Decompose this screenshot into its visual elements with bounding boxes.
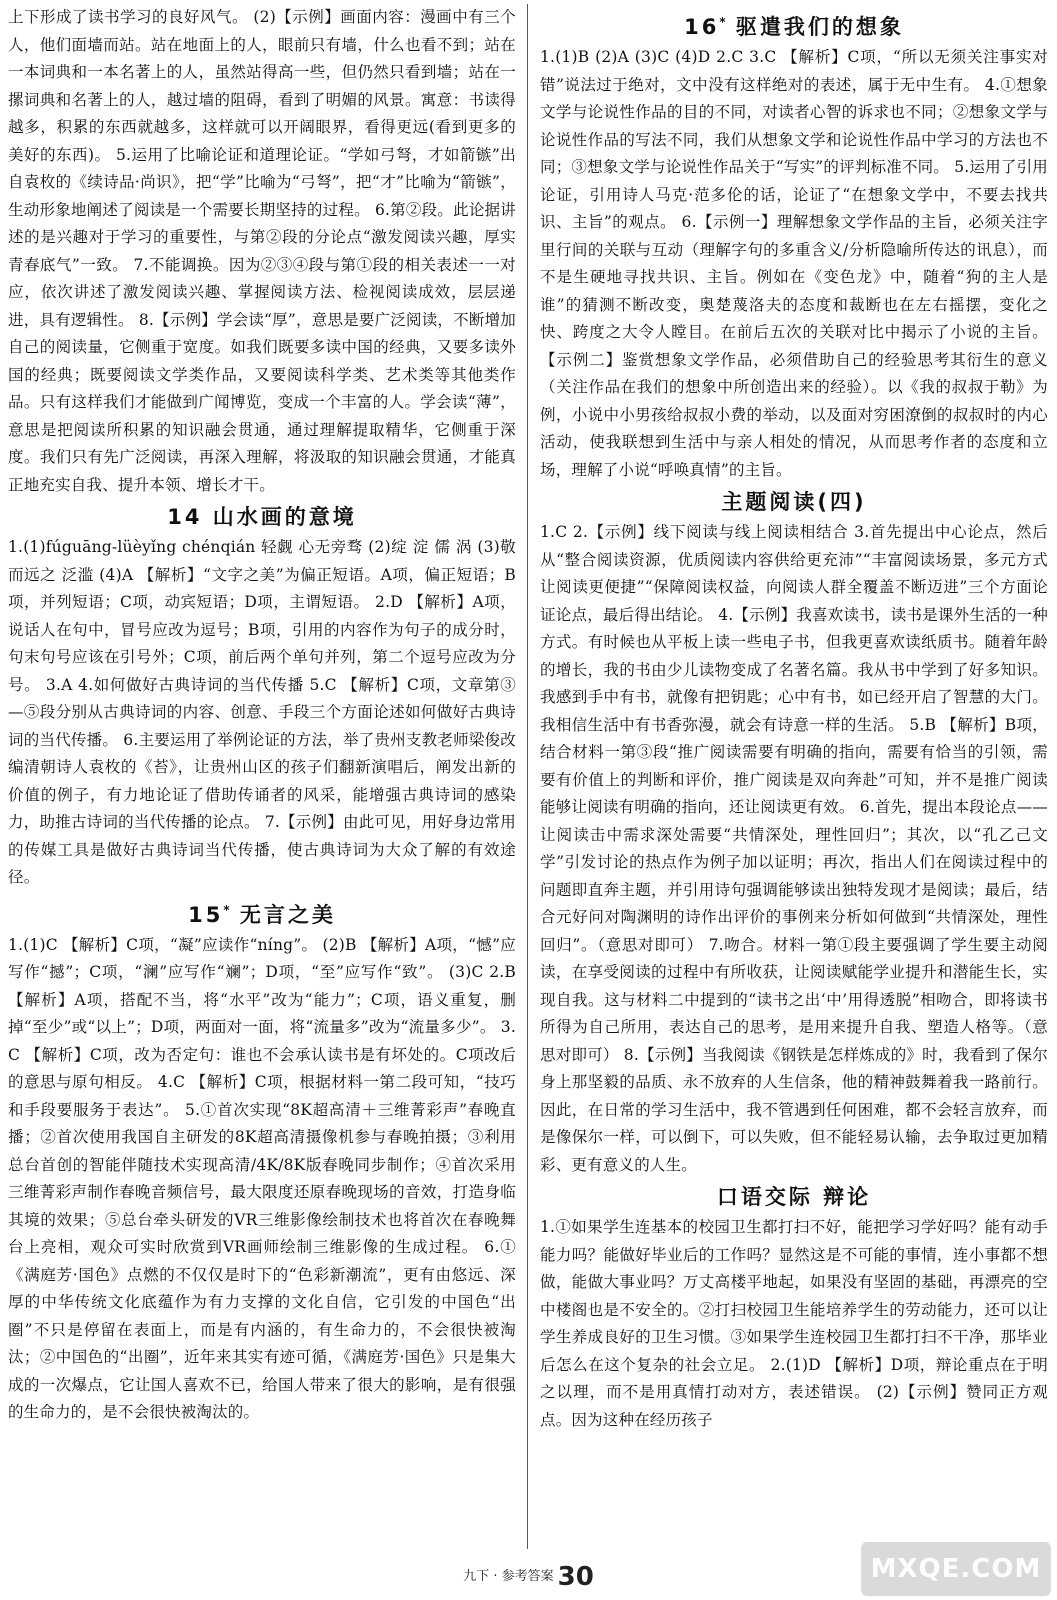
lesson-14-title: 山水画的意境 bbox=[212, 505, 357, 529]
lesson-14-number: 14 bbox=[167, 505, 203, 529]
lesson-16-title: 驱遣我们的想象 bbox=[735, 15, 904, 39]
left-column bbox=[8, 4, 516, 1552]
lesson-13-answers-tail: 上下形成了读书学习的良好风气。 (2)【示例】画面内容：漫画中有三个人，他们面墙而站。站在地面上的人，眼前只有墙，什么也看不到；站在一本词典和一本名著上的人，虽然站得高一些，但仍然只看到墙；站在一摞词典和名著上的人，越过墙的阻碍，看到了明媚的风景。寓意：书读得越多，积累的东西就越多，这样就可以开阔眼界，看得更远(看到更多的美好的东西)。 5.运用了比喻论证和道理论证。“学如弓弩，才如箭镞”出自袁枚的《续诗品·尚识》，把“学”比喻为“弓弩”，把“才”比喻为“箭镞”，生动形象地阐述了阅读是一个需要长期坚持的过程。 6.第②段。此论据讲述的是兴趣对于学习的重要性，与第②段的分论点“激发阅读兴趣，厚实青春底气”一致。 7.不能调换。因为②③④段与第①段的相关表述一一对应，依次讲述了激发阅读兴趣、掌握阅读方法、检视阅读成效，层层递进，具有逻辑性。 8.【示例】学会读“厚”，意思是要广泛阅读，不断增加自己的阅读量，它侧重于宽度。如我们既要多读中国的经典，又要多读外国的经典；既要阅读文学类作品，又要阅读科学类、艺术类等其他类作品。只有这样我们才能做到广闻博览，变成一个丰富的人。学会读“薄”，意思是把阅读所积累的知识融会贯通，通过理解提取精华，它侧重于深度。我们只有先广泛阅读，再深入理解，将汲取的知识融会贯通，才能真正地充实自我、提升本领、增长才干。 bbox=[8, 8, 516, 494]
lesson-15-number: 15 bbox=[188, 902, 224, 927]
oral-communication-answers: 1.①如果学生连基本的校园卫生都打扫不好，能把学习学好吗？能有动手能力吗？能做好毕业后的工作吗？显然这是不可能的事情，连小事都不想做，能做大事业吗？万丈高楼平地起，如果没有坚固的基础，再漂亮的空中楼阁也是不安全的。②打扫校园卫生能培养学生的劳动能力，还可以让学生养成良好的卫生习惯。③如果学生连校园卫生都打扫不干净，那毕业后怎么在这个复杂的社会立足。 2.(1)D 【解析】D项，辩论重点在于明之以理，而不是用真情打动对方，表述错误。 (2)【示例】赞同正方观点。因为这种在经历孩子 bbox=[540, 1218, 1048, 1429]
footer-label: 九下 · 参考答案 bbox=[463, 1569, 554, 1584]
lesson-15-heading bbox=[8, 895, 516, 930]
lesson-14-heading bbox=[8, 502, 516, 532]
topic-reading-answers: 1.C 2.【示例】线下阅读与线上阅读相结合 3.首先提出中心论点，然后从“整合阅读资源，优质阅读内容供给更充沛”“丰富阅读场景，多元方式让阅读更便捷”“保障阅读权益，向阅读人群全覆盖不断迈进”三个方面论证论点，最后得出结论。 4.【示例】我喜欢读书，读书是课外生活的一种方式。有时候也从平板上读一些电子书，但我更喜欢读纸质书。随着年龄的增长，我的书由少儿读物变成了名著名篇。我从书中学到了好多知识。我感到手中有书，就像有把钥匙；心中有书，如已经开启了智慧的大门。我相信生活中有书香弥漫，就会有诗意一样的生活。 5.B 【解析】B项，结合材料一第③段“推广阅读需要有明确的指向，需要有恰当的引领，需要有价值上的判断和评价，推广阅读是双向奔赴”可知，并不是推广阅读能够让阅读有明确的指向，还让阅读更有效。 6.首先，提出本段论点——让阅读击中需求深处需要“共情深处，理性回归”；其次，以“孔乙己文学”引发讨论的热点作为例子加以证明；再次，指出人们在阅读过程中的问题即直奔主题，并引用诗句强调能够读出独特发现才是阅读；最后，结合元好问对陶渊明的诗作出评价的事例来分析如何做到“共情深处，理性回归”。（意思对即可） 7.吻合。材料一第①段主要强调了学生要主动阅读，在享受阅读的过程中有所收获，让阅读赋能学业提升和潜能生长，实现自我。这与材料二中提到的“读书之出‘中’用得透脱”相吻合，即将读书所得为自己所用，表达自己的思考，是用来提升自我、塑造人格等。（意思对即可） 8.【示例】当我阅读《钢铁是怎样炼成的》时，我看到了保尔身上那坚毅的品质、永不放弃的人生信条，他的精神鼓舞着我一路前行。因此，在日常的学习生活中，我不管遇到任何困难，都不会轻言放弃，而是像保尔一样，可以倒下，可以失败，但不能轻易认输，去争取过更加精彩、更有意义的人生。 bbox=[540, 523, 1048, 1174]
watermark-logo: MXQE.COM bbox=[861, 1542, 1051, 1596]
lesson-15-answers: 1.(1)C 【解析】C项，“凝”应读作“níng”。 (2)B 【解析】A项，“憾”应写作“撼”；C项，“澜”应写作“斓”；D项，“至”应写作“致”。 (3)C 2.B 【解析】A项，搭配不当，将“水平”改为“能力”；C项，语义重复，删掉“至少”或“以上”；D项，两面对一面，将“流量多”改为“流量多少”。 3.C 【解析】C项，改为否定句：谁也不会承认读书是有坏处的。C项改后的意思与原句相反。 4.C 【解析】C项，根据材料一第二段可知，“技巧和手段要服务于表达”。 5.①首次实现“8K超高清＋三维菁彩声”春晚直播；②首次使用我国自主研发的8K超高清摄像机参与春晚拍摄；③利用总台首创的智能伴随技术实现高清/4K/8K版春晚同步制作；④首次采用三维菁彩声制作春晚音频信号，最大限度还原春晚现场的音效，打造身临其境的效果；⑤总台牵头研发的VR三维影像绘制技术也将首次在春晚舞台上亮相，观众可实时欣赏到VR画师绘制三维影像的生成过程。 6.①《满庭芳·国色》点燃的不仅仅是时下的“色彩新潮流”，更有由悠远、深厚的中华传统文化底蕴作为有力支撑的文化自信，它引发的中国色“出圈”不只是停留在表面上，而是有内涵的，有生命力的，不会很快被淘汰；②中国色的“出圈”，近年来其实有迹可循，《满庭芳·国色》只是集大成的一次爆点，它让国人喜欢不已，给国人带来了很大的影响，是有很强的生命力的，是不会很快被淘汰的。 bbox=[8, 935, 516, 1421]
lesson-15-title: 无言之美 bbox=[239, 902, 336, 927]
page-number: 30 bbox=[557, 1562, 594, 1592]
right-column bbox=[540, 4, 1048, 1552]
lesson-16-number: 16 bbox=[684, 15, 720, 39]
lesson-16-heading bbox=[540, 7, 1048, 42]
lesson-14-answers: 1.(1)fúguāng-lüèyǐng chénqián 轻觑 心无旁骛 (2)绽 淀 儒 涡 (3)敬而远之 泛滥 (4)A 【解析】“文字之美”为偏正短语。A项，偏正短语；B项，并列短语；C项，动宾短语；D项，主谓短语。 2.D 【解析】A项，说话人在句中，冒号应改为逗号；B项，引用的内容作为句子的成分时，句末句号应该在引号外；C项，前后两个单句并列，第二个逗号应改为分号。 3.A 4.如何做好古典诗词的当代传播 5.C 【解析】C项，文章第③—⑤段分别从古典诗词的内容、创意、手段三个方面论述如何做好古典诗词的当代传播。 6.主要运用了举例论证的方法，举了贵州支教老师梁俊改编清朝诗人袁枚的《苔》，让贵州山区的孩子们翻新演唱后，阐发出新的价值的例子，有力地论证了借助传诵者的风采，能增强古典诗词的感染力，助推古诗词的当代传播的论点。 7.【示例】由此可见，用好身边常用的传媒工具是做好古典诗词当代传播，使古典诗词为大众了解的有效途径。 bbox=[8, 538, 516, 886]
column-divider bbox=[527, 4, 528, 1549]
lesson-16-star: * bbox=[719, 15, 726, 29]
topic-reading-heading: 主题阅读(四) bbox=[721, 490, 867, 514]
lesson-16-answers: 1.(1)B (2)A (3)C (4)D 2.C 3.C 【解析】C项，“所以无须关注事实对错”说法过于绝对，文中没有这样绝对的表述，属于无中生有。 4.①想象文学与论说性作品的目的不同，对读者心智的诉求也不同；②想象文学与论说性作品的写法不同，我们从想象文学和论说性作品中学习的方法也不同；③想象文学与论说性作品关于“写实”的评判标准不同。 5.运用了引用论证，引用诗人马克·范多伦的话，论证了“在想象文学中，不要去找共识、主旨”的观点。 6.【示例一】理解想象文学作品的主旨，必须关注字里行间的关联与互动（理解字句的多重含义/分析隐喻所传达的讯息），而不是生硬地寻找共识、主旨。例如在《变色龙》中，随着“狗的主人是谁”的猜测不断改变，奥楚蔑洛夫的态度和裁断也在左右摇摆，变化之快、跨度之大令人瞠目。在前后五次的关联对比中揭示了小说的主旨。【示例二】鉴赏想象文学作品，必须借助自己的经验思考其衍生的意义（关注作品在我们的想象中所创造出来的经验）。以《我的叔叔于勒》为例，小说中小男孩给叔叔小费的举动，以及面对穷困潦倒的叔叔时的内心活动，使我联想到生活中与亲人相处的情况，从而思考作者的态度和立场，理解了小说“呼唤真情”的主旨。 bbox=[540, 48, 1048, 479]
oral-communication-heading: 口语交际 辩论 bbox=[716, 1185, 872, 1209]
lesson-15-star: * bbox=[223, 902, 230, 917]
